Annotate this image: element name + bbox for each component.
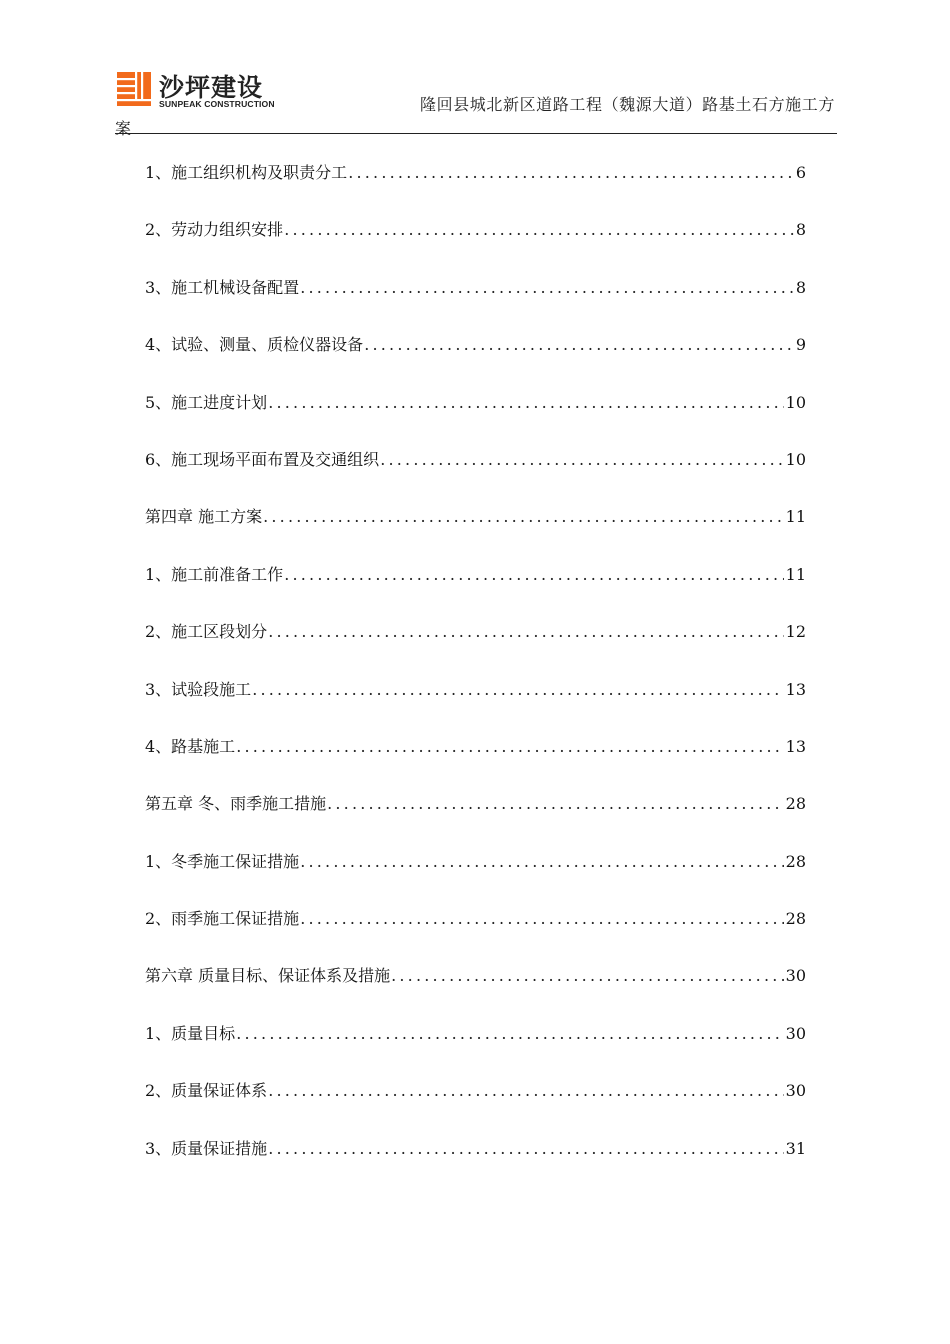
toc-entry-title: 3、施工机械设备配置 bbox=[145, 277, 300, 297]
logo-english-name: SUNPEAK CONSTRUCTION bbox=[159, 99, 275, 109]
toc-entry-title: 第四章 施工方案 bbox=[145, 507, 263, 527]
toc-entry-page-number: 9 bbox=[795, 335, 806, 355]
table-of-contents bbox=[145, 160, 806, 1193]
toc-entry-page-number: 30 bbox=[785, 1081, 806, 1101]
toc-dot-leader bbox=[364, 332, 794, 358]
toc-dot-leader bbox=[300, 906, 783, 932]
toc-dot-leader bbox=[236, 1021, 783, 1047]
toc-dot-leader bbox=[380, 447, 783, 473]
toc-entry[interactable] bbox=[145, 619, 806, 676]
toc-entry-page-number: 11 bbox=[785, 564, 806, 584]
toc-entry-title: 第六章 质量目标、保证体系及措施 bbox=[145, 966, 391, 986]
toc-entry-page-number: 30 bbox=[785, 1023, 806, 1043]
toc-dot-leader bbox=[284, 562, 783, 588]
toc-entry[interactable] bbox=[145, 963, 806, 1020]
toc-entry[interactable] bbox=[145, 734, 806, 791]
toc-entry[interactable] bbox=[145, 447, 806, 504]
toc-entry-title: 1、冬季施工保证措施 bbox=[145, 851, 300, 871]
toc-entry-title: 4、试验、测量、质检仪器设备 bbox=[145, 335, 364, 355]
toc-entry-page-number: 10 bbox=[785, 449, 806, 469]
toc-entry-page-number: 28 bbox=[785, 794, 806, 814]
toc-entry-page-number: 10 bbox=[785, 392, 806, 412]
toc-entry[interactable] bbox=[145, 677, 806, 734]
toc-dot-leader bbox=[268, 1136, 783, 1162]
toc-entry-title: 6、施工现场平面布置及交通组织 bbox=[145, 449, 380, 469]
toc-entry[interactable] bbox=[145, 504, 806, 561]
logo-mark-icon bbox=[117, 72, 151, 106]
toc-entry-page-number: 30 bbox=[785, 966, 806, 986]
toc-entry[interactable] bbox=[145, 1021, 806, 1078]
toc-entry-page-number: 8 bbox=[795, 220, 806, 240]
header-divider bbox=[115, 133, 837, 134]
toc-dot-leader bbox=[263, 504, 784, 530]
toc-dot-leader bbox=[391, 963, 784, 989]
toc-entry[interactable] bbox=[145, 1078, 806, 1135]
toc-entry[interactable] bbox=[145, 217, 806, 274]
toc-entry-page-number: 12 bbox=[785, 622, 806, 642]
toc-entry-page-number: 13 bbox=[785, 736, 806, 756]
toc-dot-leader bbox=[300, 849, 783, 875]
document-title-continued: 案 bbox=[115, 119, 132, 138]
toc-entry-page-number: 13 bbox=[785, 679, 806, 699]
toc-entry-title: 第五章 冬、雨季施工措施 bbox=[145, 794, 327, 814]
toc-entry-title: 3、质量保证措施 bbox=[145, 1138, 268, 1158]
toc-entry-title: 1、施工前准备工作 bbox=[145, 564, 284, 584]
toc-dot-leader bbox=[236, 734, 783, 760]
toc-entry[interactable] bbox=[145, 791, 806, 848]
toc-entry-page-number: 28 bbox=[785, 909, 806, 929]
toc-entry-page-number: 8 bbox=[795, 277, 806, 297]
toc-entry-title: 2、质量保证体系 bbox=[145, 1081, 268, 1101]
toc-dot-leader bbox=[348, 160, 794, 186]
toc-dot-leader bbox=[268, 1078, 783, 1104]
toc-dot-leader bbox=[284, 217, 794, 243]
toc-entry-title: 3、试验段施工 bbox=[145, 679, 252, 699]
toc-entry[interactable] bbox=[145, 906, 806, 963]
toc-entry-page-number: 11 bbox=[785, 507, 806, 527]
toc-entry-page-number: 6 bbox=[795, 163, 806, 182]
toc-dot-leader bbox=[327, 791, 784, 817]
document-title: 隆回县城北新区道路工程（魏源大道）路基土石方施工方 bbox=[419, 95, 835, 114]
toc-entry[interactable] bbox=[145, 275, 806, 332]
toc-dot-leader bbox=[252, 677, 783, 703]
toc-dot-leader bbox=[268, 390, 783, 416]
toc-entry[interactable] bbox=[145, 390, 806, 447]
toc-entry-title: 5、施工进度计划 bbox=[145, 392, 268, 412]
toc-dot-leader bbox=[300, 275, 794, 301]
toc-entry-title: 1、质量目标 bbox=[145, 1023, 236, 1043]
toc-entry-title: 2、施工区段划分 bbox=[145, 622, 268, 642]
page-header bbox=[115, 66, 837, 136]
company-logo bbox=[117, 72, 287, 112]
toc-entry[interactable] bbox=[145, 562, 806, 619]
toc-entry-title: 2、雨季施工保证措施 bbox=[145, 909, 300, 929]
toc-entry[interactable] bbox=[145, 332, 806, 389]
toc-dot-leader bbox=[268, 619, 783, 645]
toc-entry-title: 1、施工组织机构及职责分工 bbox=[145, 163, 348, 182]
toc-entry-page-number: 31 bbox=[785, 1138, 806, 1158]
logo-chinese-name: 沙坪建设 bbox=[159, 73, 264, 102]
toc-entry-title: 2、劳动力组织安排 bbox=[145, 220, 284, 240]
toc-entry[interactable] bbox=[145, 1136, 806, 1193]
toc-entry-title: 4、路基施工 bbox=[145, 736, 236, 756]
toc-entry[interactable] bbox=[145, 160, 806, 217]
toc-entry[interactable] bbox=[145, 849, 806, 906]
toc-entry-page-number: 28 bbox=[785, 851, 806, 871]
